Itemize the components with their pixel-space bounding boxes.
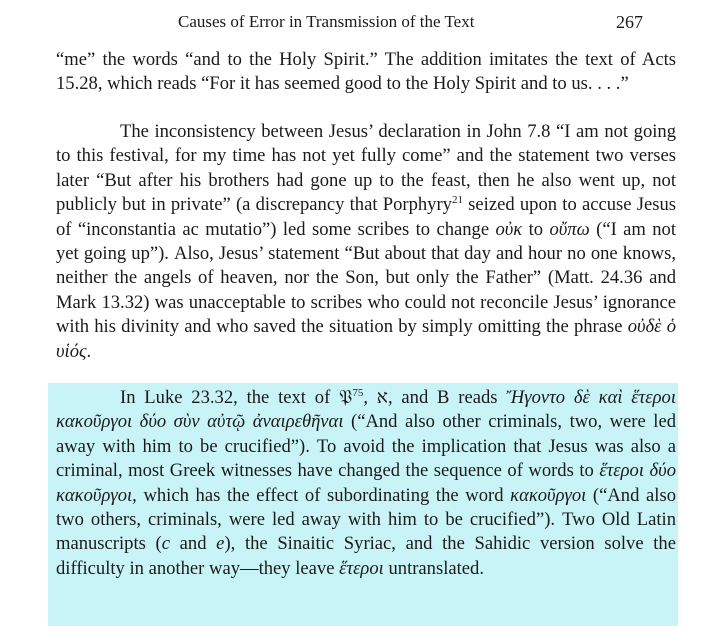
manuscript-p-number: 75	[352, 386, 364, 399]
manuscript-aleph: א	[376, 387, 388, 408]
greek-luke-23-32: Ἤγοντο δὲ καὶ ἕτεροι κακοῦργοι δύο σὺν αὐτῷ ἀναιρεθῆναι	[56, 387, 676, 433]
p3-text-1: In Luke 23.32, the text of	[120, 387, 340, 408]
greek-kakourgoi: κακοῦργοι	[510, 484, 587, 506]
p3-text-5: , which has the effect of subordinating the word	[132, 484, 511, 506]
running-title: Causes of Error in Transmission of the Text	[178, 12, 475, 31]
manuscript-p: 𝔓	[339, 387, 353, 408]
greek-oude-ho-huios: οὐδὲ ὁ υἱός	[56, 316, 676, 362]
running-header	[0, 12, 702, 36]
p2-text-3: to	[522, 218, 550, 240]
p2-text-2: seized upon to accuse Jesus of “inconstantia ac mutatio”) led some scribes to change	[56, 194, 676, 240]
manuscript-e: e	[216, 533, 225, 555]
paragraph-1-text: “me” the words “and to the Holy Spirit.” The addition imitates the text of Acts 15.28, which reads “For it has seemed good to the Holy Spirit and to us. . . .”	[56, 49, 676, 95]
paragraph-2	[56, 120, 676, 364]
p2-text-1: The inconsistency between Jesus’ declaration in John 7.8 “I am not going to this festival, for my time has not yet fully come” and the statement two verses later “But after his brothers had gone up to the feast, then he also went up, not publicly but in private” (a discrepancy that Porphyry	[56, 121, 676, 216]
p2-text-4: (“I am not yet going up”). Also, Jesus’ statement “But about that day and hour no one knows, neither the angels of heaven, nor the Son, but only the Father” (Matt. 24.36 and Mark 13.32) was unacceptable to scribes who could not reconcile Jesus’ ignorance with his divinity and who saved the situation by simply omitting the phrase	[56, 218, 677, 338]
p3-text-8: ), the Sinaitic Syriac, and the Sahidic version solve the difficulty in another way—they leave	[56, 533, 676, 579]
p3-text-3: , and B reads	[387, 387, 507, 408]
p3-text-7: and	[169, 533, 217, 555]
greek-heteroi-duo-kakourgoi: ἕτεροι δύο κακοῦργοι	[56, 460, 677, 506]
greek-ouk: οὐκ	[495, 218, 523, 240]
greek-oupo: οὔπω	[549, 218, 590, 240]
p2-text-5: .	[86, 340, 92, 362]
p3-text-9: untranslated.	[383, 557, 484, 579]
p3-text-6: (“And also two others, criminals, were led away with him to be crucified”). Two Old Latin manuscripts (	[56, 484, 676, 555]
greek-heteroi: ἕτεροι	[339, 557, 384, 579]
p3-text-2: ,	[363, 387, 377, 408]
manuscript-c: c	[161, 533, 170, 555]
p3-text-4: (“And also other criminals, two, were led away with him to be crucified”). To avoid the implication that Jesus was also a criminal, most Greek witnesses have changed the sequence of words to	[56, 411, 676, 482]
paragraph-1	[56, 48, 676, 97]
footnote-ref-21: 21	[451, 194, 463, 207]
paragraph-3	[56, 386, 676, 581]
page-number: 267	[616, 12, 643, 32]
